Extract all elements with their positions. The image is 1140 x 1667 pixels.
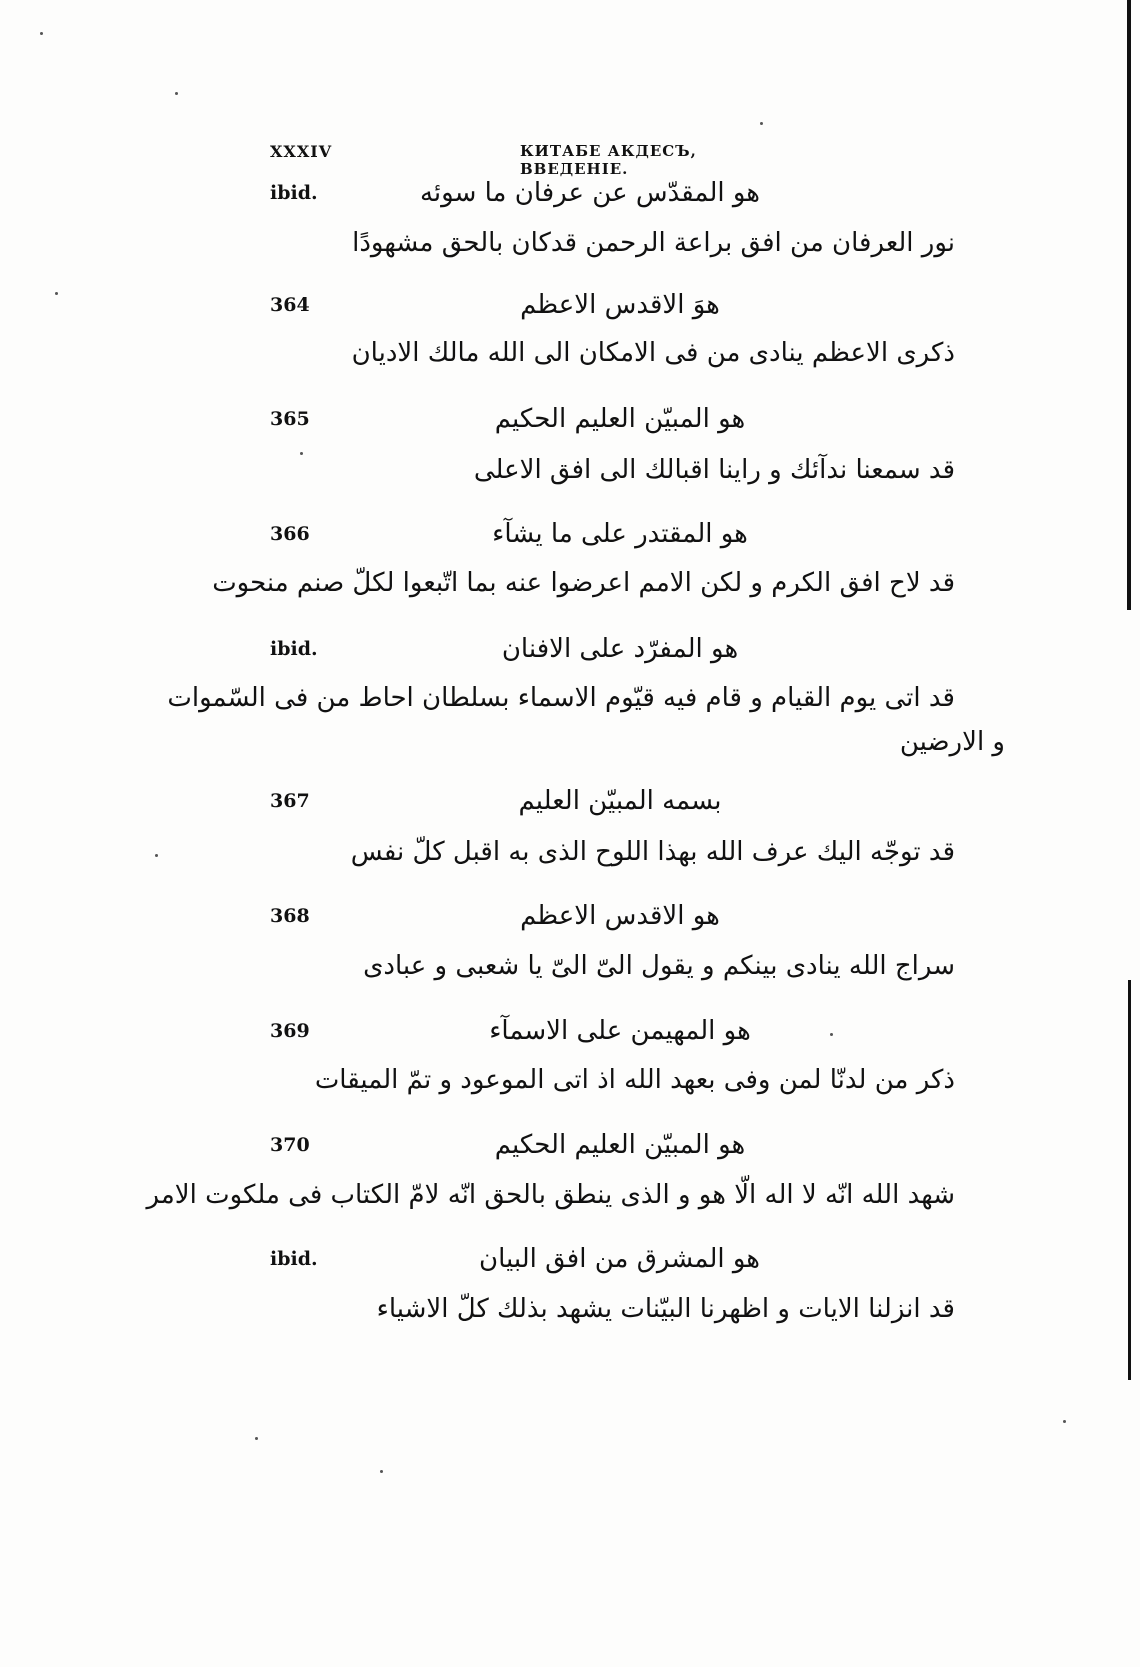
entry-text: ذکری الاعظم ینادی من فی الامکان الی الله مالك الادیان [351,338,955,368]
entry-heading: بسمه المبيّن العليم [518,786,722,816]
scan-speck [40,32,43,35]
entry-reference: 369 [270,1020,310,1042]
entry-text: قد توجّه اليك عرف الله بهذا اللوح الذى به اقبل كلّ نفس [350,837,955,867]
running-head [270,142,750,178]
entry-heading: هو المبيّن العليم الحكيم [494,404,746,434]
scan-speck [760,122,763,125]
running-title: КИТАБЕ АКДЕСЪ, ВВЕДЕНІЕ. [520,142,697,178]
entry-text: قد انزلنا الايات و اظهرنا البيّنات يشهد بذلك كلّ الاشياء [376,1294,955,1324]
entry-heading: هو المقدّس عن عرفان ما سوئه [419,178,760,208]
entry-heading: هو الاقدس الاعظم [520,901,720,931]
entry-reference: ibid. [270,182,318,204]
entry-heading: هو المشرق من افق البيان [479,1244,760,1274]
entry-reference: ibid. [270,638,318,660]
scan-speck [55,292,58,295]
scan-speck [1063,1420,1066,1423]
entry-reference: 367 [270,790,310,812]
entry-reference: 370 [270,1134,310,1156]
entry-heading: هو المبيّن العليم الحكيم [494,1130,746,1160]
entry-reference: 366 [270,523,310,545]
page-number: XXXIV [270,142,333,161]
entry-heading: هو المهيمن على الاسمآء [489,1016,751,1046]
entry-heading: هو المقتدر على ما يشآء [492,519,748,549]
scan-speck [155,854,158,857]
binding-edge-line [1127,0,1131,610]
entry-text: شهد الله انّه لا اله الّا هو و الذى ينطق بالحق انّه لامّ الكتاب فى ملكوت الامر [146,1180,955,1210]
scan-speck [175,92,178,95]
binding-edge-line [1128,980,1131,1380]
entry-reference: 368 [270,905,310,927]
entry-reference: 364 [270,294,310,316]
scan-speck [255,1437,258,1440]
scan-speck [830,1033,833,1036]
entry-reference: 365 [270,408,310,430]
entry-heading: هوَ الاقدس الاعظم [520,290,720,320]
entry-text: قد اتى يوم القيام و قام فيه قيّوم الاسماء بسلطان احاط من فى السّموات [167,683,955,713]
scan-speck [300,452,303,455]
entry-reference: ibid. [270,1248,318,1270]
entry-text-continuation: و الارضين [899,727,1005,757]
entry-heading: هو المفرّد على الافنان [501,634,739,664]
entry-text: قد لاح افق الكرم و لكن الامم اعرضوا عنه بما اتّبعوا لكلّ صنم منحوت [212,568,955,598]
scan-speck [380,1470,383,1473]
entry-text: قد سمعنا ندآئك و راينا اقبالك الى افق الاعلى [473,455,955,485]
entry-text: ذكر من لدنّا لمن وفى بعهد الله اذ اتى الموعود و تمّ الميقات [314,1065,955,1095]
entry-text: نور العرفان من افق براعة الرحمن قدكان بالحق مشهودًا [352,228,955,258]
entry-text: سراج الله ينادى بينكم و يقول الىّ الىّ يا شعبى و عبادى [363,951,955,981]
